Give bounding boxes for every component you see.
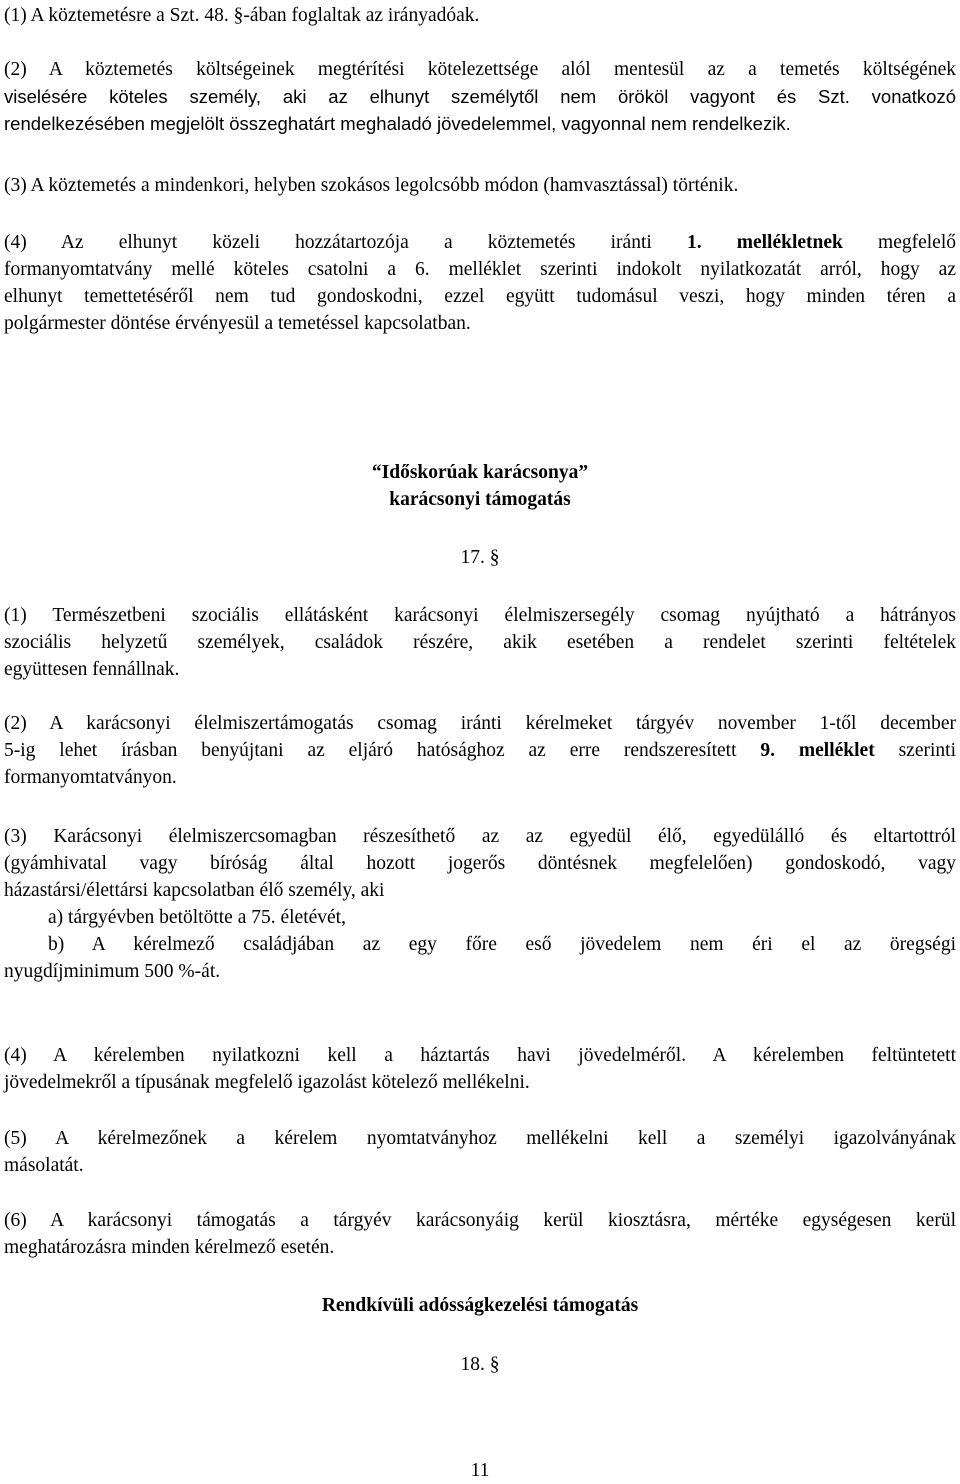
paragraph-line: rendelkezésében megjelölt összeghatárt meghaladó jövedelemmel, vagyonnal nem rendelkezik. — [4, 113, 791, 134]
paragraph-line: (3) A köztemetés a mindenkori, helyben szokásos legolcsóbb módon (hamvasztással) történik. — [4, 175, 739, 196]
section-heading: Rendkívüli adósságkezelési támogatás — [321, 1295, 639, 1316]
section-subheading: karácsonyi támogatás — [389, 489, 571, 510]
paragraph-line: (3) Karácsonyi élelmiszercsomagban részesíthető az az egyedül élő, egyedülálló és eltartottról — [4, 826, 956, 847]
list-item: a) tárgyévben betöltötte a 75. életévét, — [48, 907, 346, 928]
text-run: (4) Az elhunyt közeli hozzátartozója a köztemetés iránti — [4, 232, 687, 253]
paragraph-line: (5) A kérelmezőnek a kérelem nyomtatványhoz mellékelni kell a személyi igazolványának — [4, 1128, 956, 1149]
paragraph-line: szociális helyzetű személyek, családok részére, akik esetében a rendelet szerinti feltételek — [4, 632, 956, 653]
paragraph-line: (2) A köztemetés költségeinek megtérítési kötelezettsége alól mentesül az a temetés költségének — [4, 59, 956, 80]
paragraph-line: viselésére köteles személy, aki az elhunyt személytől nem örököl vagyont és Szt. vonatkozó — [4, 86, 956, 107]
paragraph-line: (1) Természetbeni szociális ellátásként karácsonyi élelmiszersegély csomag nyújtható a hátrányos — [4, 605, 956, 626]
paragraph-line: (2) A karácsonyi élelmiszertámogatás csomag iránti kérelmeket tárgyév november 1-től december — [4, 713, 956, 734]
page-number: 11 — [470, 1460, 490, 1481]
paragraph-line: polgármester döntése érvényesül a temetéssel kapcsolatban. — [4, 313, 471, 334]
section-number: 17. § — [460, 547, 500, 568]
paragraph-line: (6) A karácsonyi támogatás a tárgyév karácsonyáig kerül kiosztásra, mértéke egységesen kerül — [4, 1210, 956, 1231]
section-number: 18. § — [460, 1354, 500, 1375]
paragraph-line: (4) A kérelemben nyilatkozni kell a háztartás havi jövedelméről. A kérelemben feltüntetett — [4, 1045, 956, 1066]
paragraph-line: másolatát. — [4, 1155, 84, 1176]
annex-reference: 1. mellékletnek — [686, 232, 843, 253]
paragraph-line: együttesen fennállnak. — [4, 659, 180, 680]
paragraph-line — [4, 737, 956, 764]
annex-reference: 9. melléklet — [760, 740, 875, 761]
paragraph-line: nyugdíjminimum 500 %-át. — [4, 961, 221, 982]
paragraph-line: házastársi/élettársi kapcsolatban élő személy, aki — [4, 880, 385, 901]
paragraph-line: formanyomtatványon. — [4, 767, 177, 788]
paragraph-line: jövedelmekről a típusának megfelelő igazolást kötelező mellékelni. — [4, 1072, 530, 1093]
paragraph-line: (1) A köztemetésre a Szt. 48. §-ában foglaltak az irányadóak. — [4, 5, 480, 26]
text-run: szerinti — [874, 740, 956, 761]
paragraph-line: (gyámhivatal vagy bíróság által hozott jogerős döntésnek megfelelően) gondoskodó, vagy — [4, 853, 956, 874]
text-run: megfelelő — [842, 232, 957, 253]
paragraph-line — [4, 229, 956, 256]
section-heading: “Időskorúak karácsonya” — [371, 462, 589, 483]
paragraph-line: meghatározásra minden kérelmező esetén. — [4, 1237, 335, 1258]
text-run: 5-ig lehet írásban benyújtani az eljáró hatósághoz az erre rendszeresített — [4, 740, 761, 761]
list-item: b) A kérelmező családjában az egy főre eső jövedelem nem éri el az öregségi — [48, 934, 956, 955]
paragraph-line: formanyomtatvány mellé köteles csatolni a 6. melléklet szerinti indokolt nyilatkozatát arról, hogy az — [4, 259, 956, 280]
paragraph-line: elhunyt temettetéséről nem tud gondoskodni, ezzel együtt tudomásul veszi, hogy minden téren a — [4, 286, 956, 307]
